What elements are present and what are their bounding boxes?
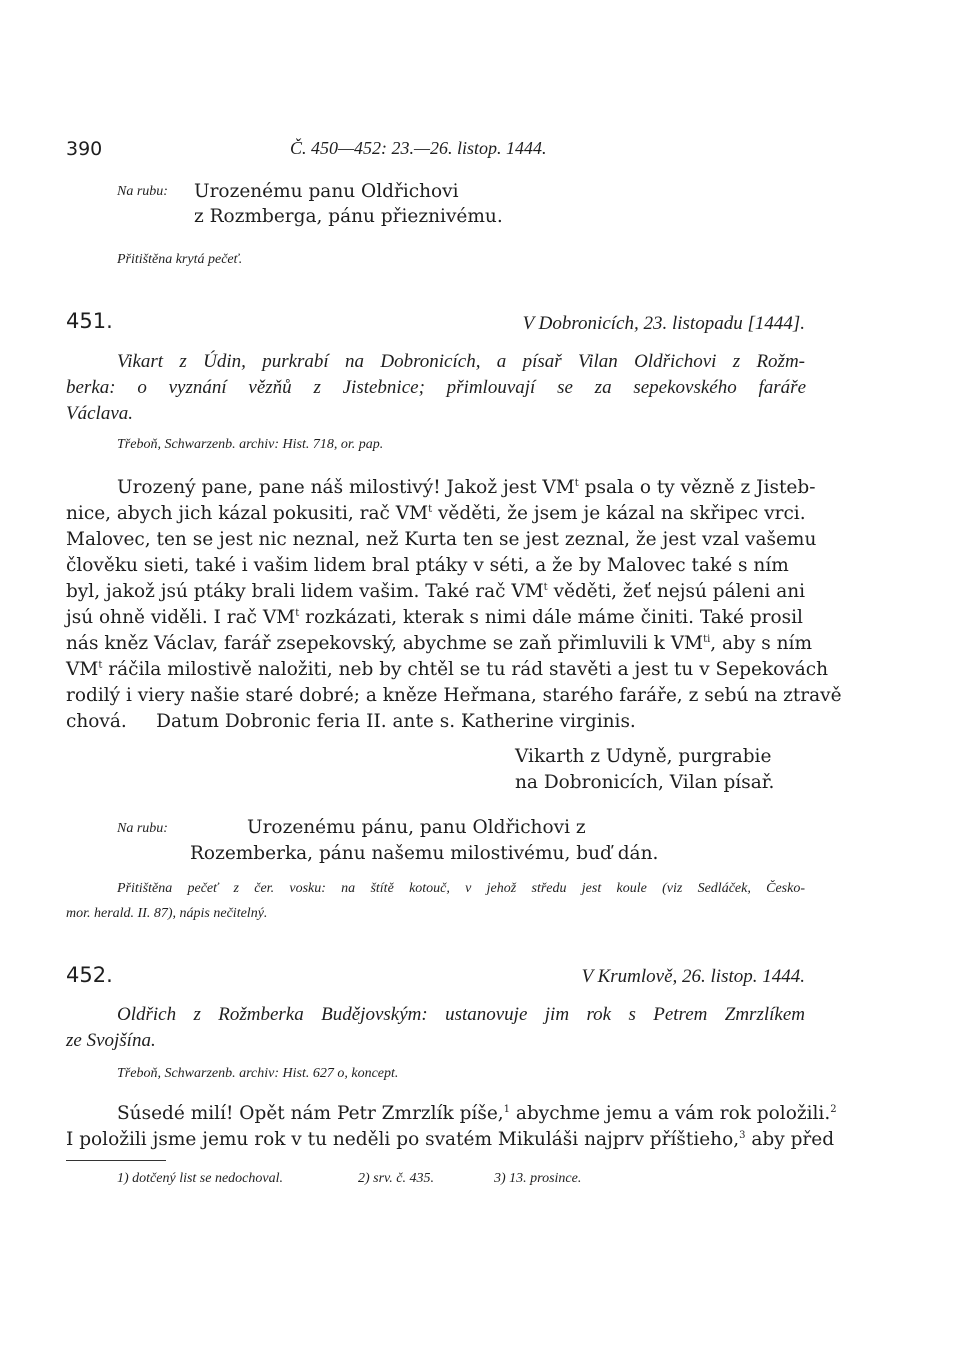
prev-address-line-2: z Rozmberga, pánu přieznivému.	[194, 206, 503, 227]
doc451-body-line: byl, jakož jsú ptáky brali lidem vašim. Také rač $VM^t$ věděti, žeť nejsú páleni ani	[66, 581, 806, 602]
doc451-body-line: jsú ohně viděli. I rač $VM^t$ rozkázati, kterak s nimi dále máme činiti. Také prosil	[66, 607, 803, 628]
doc451-body-line: $VM^t$ ráčila milostivě naložiti, neb by chtěl se tu rád stavěti a jest tu v Sepekovách	[66, 659, 829, 680]
doc451-number: 451.	[66, 309, 113, 333]
doc451-body-line: rodilý i viery našie staré dobré; a kněze Heřmana, starého faráře, z sebú na ztravě	[66, 685, 842, 706]
doc451-address-line-1: Urozenému pánu, panu Oldřichovi z	[247, 817, 586, 838]
doc451-body-line: Urozený pane, pane náš milostivý! Jakož jest $VM^t$ psala o ty vězně z Jisteb-	[117, 477, 816, 498]
doc451-seal-line: mor. herald. II. 87), nápis nečitelný.	[66, 906, 268, 921]
doc452-summary-line: Oldřich z Rožmberka Budějovským: ustanovuje jim rok s Petrem Zmrzlíkem	[117, 1004, 805, 1025]
prev-address-line-1: Urozenému panu Oldřichovi	[194, 181, 459, 202]
footnote-2: 2) srv. č. 435.	[358, 1171, 434, 1186]
prev-na-rubu-label: Na rubu:	[117, 184, 168, 199]
doc451-body-line: nice, abych jich kázal pokusiti, rač $VM^t$ věděti, že jsem je kázal na skřipec vrci.	[66, 503, 806, 524]
doc452-summary-line: ze Svojšína.	[66, 1030, 156, 1051]
running-title: Č. 450—452: 23.—26. listop. 1444.	[290, 138, 547, 158]
doc452-source: Třeboň, Schwarzenb. archiv: Hist. 627 o, koncept.	[117, 1066, 399, 1081]
doc451-source: Třeboň, Schwarzenb. archiv: Hist. 718, or. pap.	[117, 437, 384, 452]
doc451-signature-line-2: na Dobronicích, Vilan písař.	[515, 772, 775, 793]
doc451-body-line: člověku sieti, také i vašim lidem bral ptáky v séti, a že by Malovec také s ním	[66, 555, 789, 576]
doc452-body-line: Súsedé milí! Opět nám Petr Zmrzlík píše,$^1$ abychme jemu a vám rok položili.$^2$	[117, 1103, 837, 1124]
doc451-summary-line: berka: o vyznání vězňů z Jistebnice; přimlouvají se za sepekovského faráře	[66, 377, 806, 398]
prev-seal-note: Přitištěna krytá pečeť.	[117, 252, 243, 267]
doc452-body-line: I položili jsme jemu rok v tu neděli po svatém Mikuláši najprv příštieho,$^3$ aby před	[66, 1129, 835, 1150]
doc451-signature-line-1: Vikarth z Udyně, purgrabie	[515, 746, 772, 767]
footnote-rule	[66, 1160, 166, 1161]
doc451-na-rubu-label: Na rubu:	[117, 821, 168, 836]
doc451-address-line-2: Rozemberka, pánu našemu milostivému, buď dán.	[190, 843, 659, 864]
doc451-body-line: chová. Datum Dobronic feria II. ante s. Katherine virginis.	[66, 711, 636, 732]
doc451-summary-line: Václava.	[66, 403, 134, 424]
footnote-3: 3) 13. prosince.	[494, 1171, 582, 1186]
doc452-number: 452.	[66, 963, 113, 987]
doc451-body-line: nás kněz Václav, farář zsepekovský, abychme se zaň přimluvili k $VM^{ti}$, aby s ním	[66, 633, 813, 654]
doc452-place-date: V Krumlově, 26. listop. 1444.	[581, 966, 805, 987]
footnote-1: 1) dotčený list se nedochoval.	[117, 1171, 284, 1186]
doc451-place-date: V Dobronicích, 23. listopadu [1444].	[522, 313, 805, 334]
doc451-summary-line: Vikart z Údin, purkrabí na Dobronicích, a písař Vilan Oldřichovi z Rožm-	[117, 351, 805, 372]
page-number: 390	[66, 138, 103, 160]
doc451-body-line: Malovec, ten se jest nic neznal, než Kurta ten se jest zeznal, že jest vzal vašemu	[66, 529, 817, 550]
doc451-seal-line: Přitištěna pečeť z čer. vosku: na štítě kotouč, v jehož středu jest koule (viz Sedláček, Česko-	[117, 881, 805, 896]
